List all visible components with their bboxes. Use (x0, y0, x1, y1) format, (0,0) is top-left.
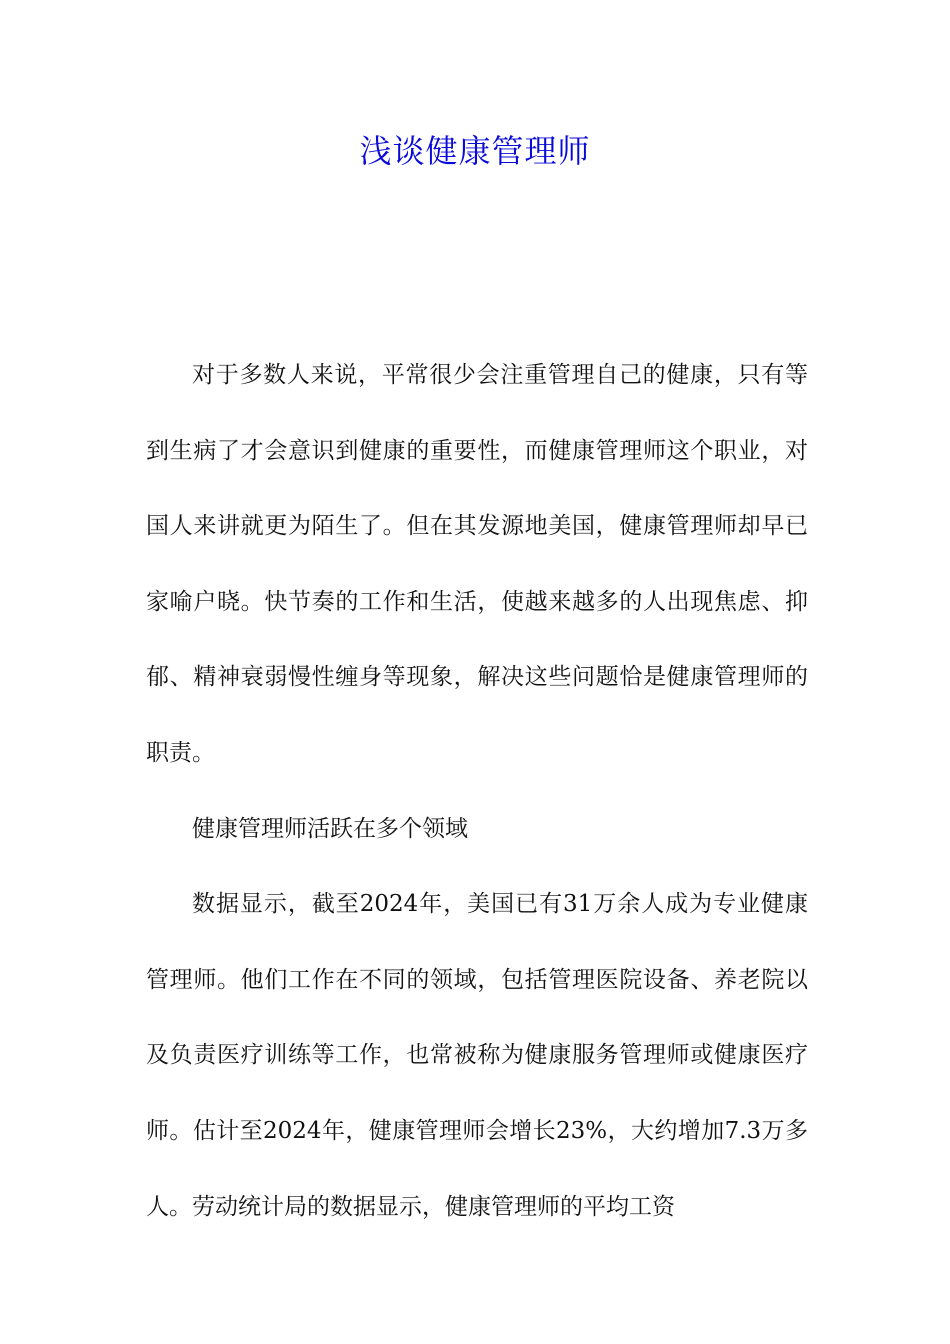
paragraph-data: 数据显示，截至2024年，美国已有31万余人成为专业健康管理师。他们工作在不同的领域，包括管理医院设备、养老院以及负责医疗训练等工作，也常被称为健康服务管理师或健康医疗师。估计至2024年，健康管理师会增长23%，大约增加7.3万多人。劳动统计局的数据显示，健康管理师的平均工资 (146, 891, 808, 1220)
document-title: 浅谈健康管理师 (359, 132, 591, 170)
paragraph-intro: 对于多数人来说，平常很少会注重管理自己的健康，只有等到生病了才会意识到健康的重要性，而健康管理师这个职业，对国人来讲就更为陌生了。但在其发源地美国，健康管理师却早已家喻户晓。快节奏的工作和生活，使越来越多的人出现焦虑、抑郁、精神衰弱慢性缠身等现象，解决这些问题恰是健康管理师的职责。 (146, 362, 808, 766)
paragraph-subheading: 健康管理师活跃在多个领域 (192, 815, 468, 842)
document-body (146, 338, 808, 1245)
